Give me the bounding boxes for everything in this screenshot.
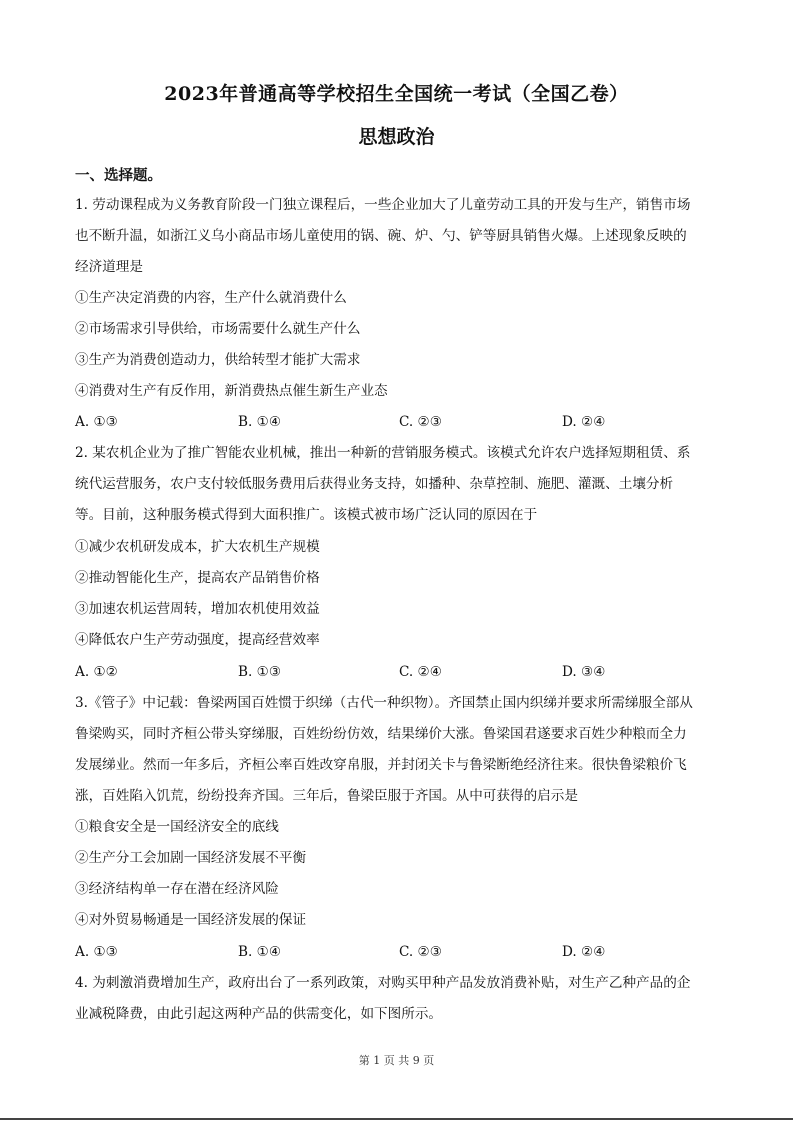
q1-stem-line: 1. 劳动课程成为义务教育阶段一门独立课程后，一些企业加大了儿童劳动工具的开发与生产，销售市场 xyxy=(75,197,691,213)
option-b: B. ①④ xyxy=(238,414,282,430)
q1-stem-line: 也不断升温，如浙江义乌小商品市场儿童使用的锅、碗、炉、勺、铲等厨具销售火爆。上述现象反映的 xyxy=(75,228,687,244)
q2-stem-line: 2. 某农机企业为了推广智能农业机械，推出一种新的营销服务模式。该模式允许农户选择短期租赁、系 xyxy=(75,445,691,461)
exam-title: 2023年普通高等学校招生全国统一考试（全国乙卷） xyxy=(164,83,629,105)
q1-item: ③生产为消费创造动力，供给转型才能扩大需求 xyxy=(75,352,361,368)
q3-stem-line: 发展绨业。然而一年多后，齐桓公率百姓改穿帛服，并封闭关卡与鲁梁断绝经济往来。很快鲁梁粮价飞 xyxy=(75,757,687,773)
q3-item: ①粮食安全是一国经济安全的底线 xyxy=(75,819,279,835)
q2-stem-line: 等。目前，这种服务模式得到大面积推广。该模式被市场广泛认同的原因在于 xyxy=(75,507,538,523)
q4-stem-line: 业减税降费，由此引起这两种产品的供需变化，如下图所示。 xyxy=(75,1006,443,1022)
option-c: C. ②③ xyxy=(399,944,442,960)
q3-item: ②生产分工会加剧一国经济发展不平衡 xyxy=(75,850,307,866)
q1-options xyxy=(75,412,725,432)
option-d: D. ③④ xyxy=(562,664,606,680)
q3-item: ③经济结构单一存在潜在经济风险 xyxy=(75,881,279,897)
option-a: A. ①③ xyxy=(75,944,118,960)
option-d: D. ②④ xyxy=(562,944,606,960)
q1-stem-line: 经济道理是 xyxy=(75,259,143,275)
q3-options xyxy=(75,942,725,962)
option-c: C. ②③ xyxy=(399,414,442,430)
q2-options xyxy=(75,662,725,682)
option-c: C. ②④ xyxy=(399,664,442,680)
q3-stem-line: 鲁梁购买，同时齐桓公带头穿绨服，百姓纷纷仿效，结果绨价大涨。鲁梁国君遂要求百姓少种粮而全力 xyxy=(75,726,687,742)
q3-stem-line: 3.《管子》中记载：鲁梁两国百姓惯于织绨（古代一种织物）。齐国禁止国内织绨并要求所需绨服全部从 xyxy=(75,695,693,711)
page-footer: 第 1 页 共 9 页 xyxy=(358,1054,435,1067)
option-a: A. ①② xyxy=(75,664,118,680)
option-b: B. ①③ xyxy=(238,664,282,680)
option-d: D. ②④ xyxy=(562,414,606,430)
q3-item: ④对外贸易畅通是一国经济发展的保证 xyxy=(75,912,307,928)
option-a: A. ①③ xyxy=(75,414,118,430)
q2-stem-line: 统代运营服务，农户支付较低服务费用后获得业务支持，如播种、杂草控制、施肥、灌溉、土壤分析 xyxy=(75,476,674,492)
q2-item: ④降低农户生产劳动强度，提高经营效率 xyxy=(75,632,320,648)
q3-stem-line: 涨，百姓陷入饥荒，纷纷投奔齐国。三年后，鲁梁臣服于齐国。从中可获得的启示是 xyxy=(75,788,578,804)
q2-item: ①减少农机研发成本，扩大农机生产规模 xyxy=(75,539,320,555)
bottom-divider xyxy=(0,1118,793,1120)
q1-item: ①生产决定消费的内容，生产什么就消费什么 xyxy=(75,290,347,306)
section-heading: 一、选择题。 xyxy=(75,167,162,184)
q1-item: ②市场需求引导供给，市场需要什么就生产什么 xyxy=(75,321,361,337)
q2-item: ③加速农机运营周转，增加农机使用效益 xyxy=(75,601,320,617)
q4-stem-line: 4. 为刺激消费增加生产，政府出台了一系列政策，对购买甲种产品发放消费补贴，对生产乙种产品的企 xyxy=(75,975,691,991)
option-b: B. ①④ xyxy=(238,944,282,960)
q2-item: ②推动智能化生产，提高农产品销售价格 xyxy=(75,570,320,586)
q1-item: ④消费对生产有反作用，新消费热点催生新生产业态 xyxy=(75,383,388,399)
subject-title: 思想政治 xyxy=(358,126,435,148)
